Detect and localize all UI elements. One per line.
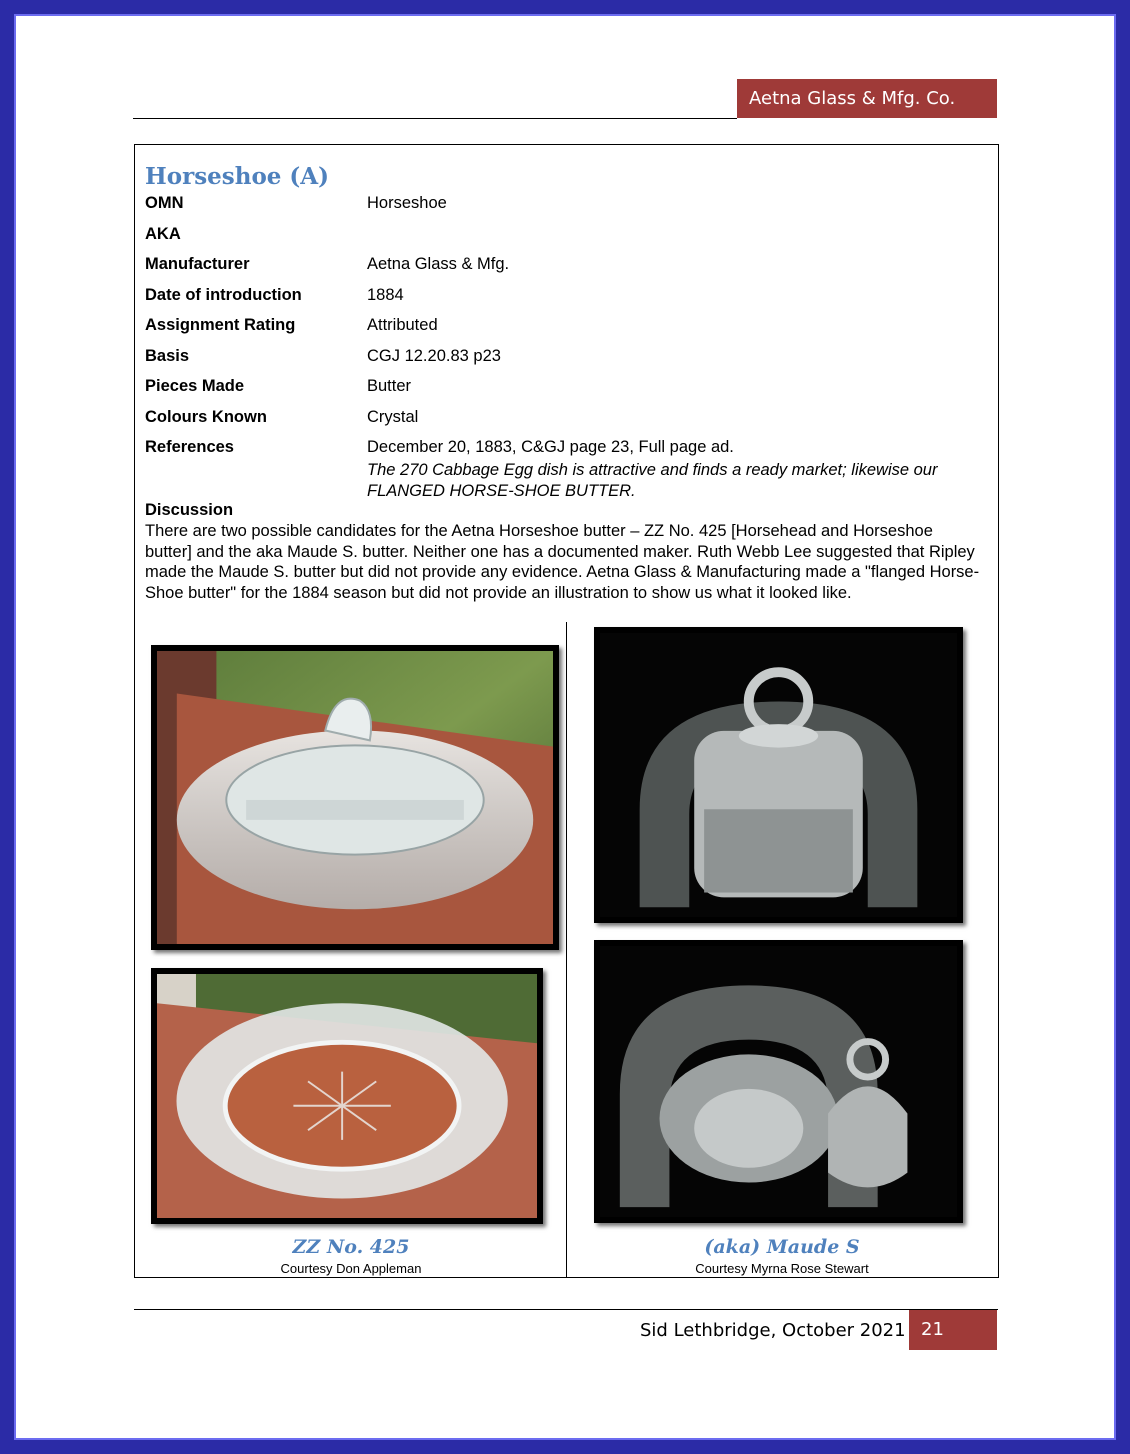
column-divider [566,622,567,1278]
field-value: Attributed [367,316,438,334]
field-value: Horseshoe [367,194,447,212]
caption-right: (aka) Maude S [704,1236,860,1258]
header-rule [133,118,737,119]
field-value: Crystal [367,408,419,426]
caption-left: ZZ No. 425 [292,1236,410,1258]
photo-maude-s-covered [594,627,963,923]
photo-zz425-base [151,968,543,1224]
field-label: References [145,438,234,456]
field-label: Pieces Made [145,377,245,395]
field-value: Aetna Glass & Mfg. [367,255,510,273]
field-value: CGJ 12.20.83 p23 [367,347,501,365]
discussion-text: There are two possible candidates for the Aetna Horseshoe butter – ZZ No. 425 [Horsehead and Horseshoe butter] and the aka Maude S. butter. Neither one has a documented maker. Ruth Webb Lee suggested that Ripley made the Maude S. butter but did not provide any evidence. Aetna Glass & Manufacturing made a "flanged Horse-Shoe butter" for the 1884 season but did not provide an illustration to show us what it looked like. [145,522,980,602]
field-value: 1884 [367,286,404,304]
header-company-tab: Aetna Glass & Mfg. Co. [737,79,997,118]
reference-quote: The 270 Cabbage Egg dish is attractive and finds a ready market; likewise our FLANGED HORSE-SHOE BUTTER. [367,461,938,500]
field-label: Basis [145,347,190,365]
footer-rule [134,1309,998,1310]
photo-maude-s-open [594,940,963,1223]
field-label: Assignment Rating [145,316,296,334]
footer-page-number: 21 [909,1310,997,1350]
credit-left: Courtesy Don Appleman [280,1261,422,1276]
field-label: Date of introduction [145,286,302,304]
field-label: Colours Known [145,408,267,426]
field-value: December 20, 1883, C&GJ page 23, Full page ad. [367,438,734,456]
credit-right: Courtesy Myrna Rose Stewart [695,1261,869,1276]
discussion-heading: Discussion [145,501,234,519]
field-label: Manufacturer [145,255,250,273]
photo-zz425-covered [151,645,559,950]
field-label: AKA [145,225,181,243]
pattern-title: Horseshoe (A) [145,163,330,190]
footer-author-date: Sid Lethbridge, October 2021 [640,1320,906,1341]
field-value: Butter [367,377,412,395]
field-label: OMN [145,194,184,212]
